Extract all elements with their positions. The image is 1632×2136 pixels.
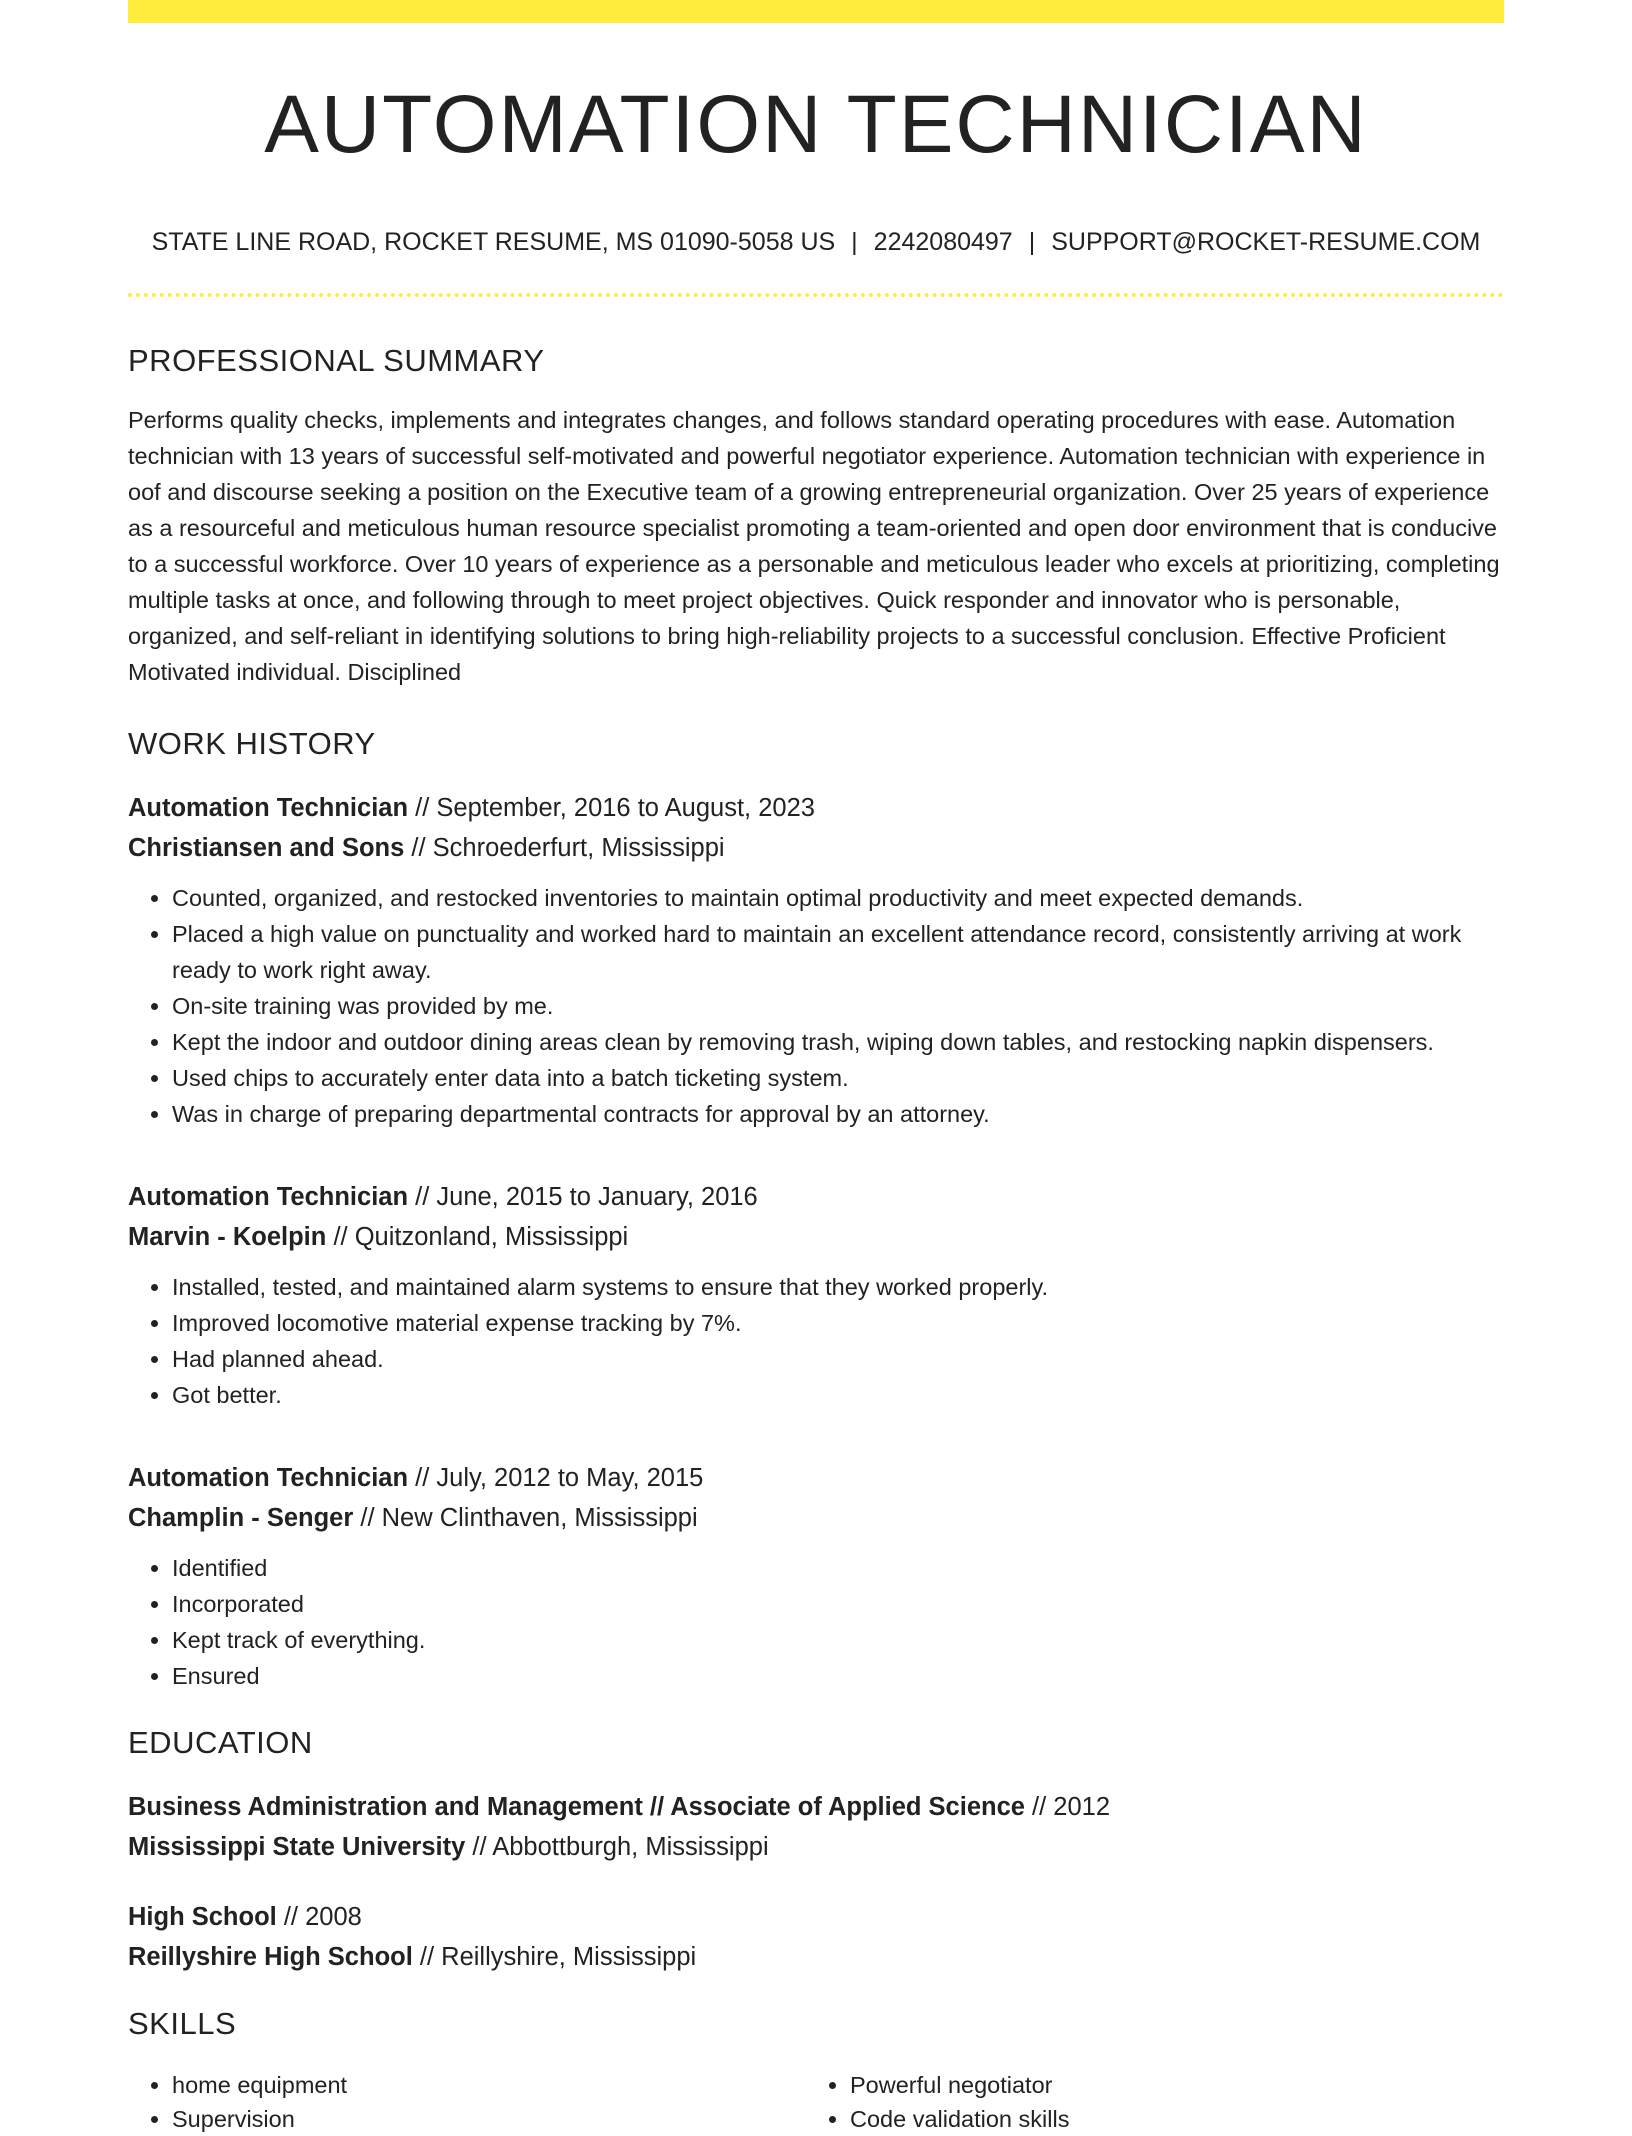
job-entry xyxy=(128,1177,1504,1413)
accent-top-bar xyxy=(128,0,1504,23)
list-item: • Kept the indoor and outdoor dining areas clean by removing trash, wiping down tables, and restocking napkin dispensers. xyxy=(172,1024,1504,1060)
education-year: // 2008 xyxy=(276,1903,362,1931)
job-role: Automation Technician xyxy=(128,1183,409,1211)
job-location: // New Clinthaven, Mississippi xyxy=(353,1504,698,1532)
skill-item: • home equipment xyxy=(172,2068,806,2102)
job-company: Marvin - Koelpin xyxy=(128,1223,327,1251)
education-location: // Reillyshire, Mississippi xyxy=(412,1943,697,1971)
job-dates: // July, 2012 to May, 2015 xyxy=(408,1464,704,1492)
education-year: // 2012 xyxy=(1024,1793,1111,1821)
list-item: • Installed, tested, and maintained alarm systems to ensure that they worked properly. xyxy=(172,1269,1504,1305)
education-school: Mississippi State University xyxy=(128,1833,466,1861)
job-location: // Schroederfurt, Mississippi xyxy=(404,834,725,862)
skill-item: • Powerful negotiator xyxy=(850,2068,1484,2102)
summary-text: Performs quality checks, implements and integrates changes, and follows standard operating procedures with ease. Automation technician with 13 years of successful self-motivated and powerful negotiator experience. Automation technician with experience in oof and discourse seeking a position on the Executive team of a growing entrepreneurial organization. Over 25 years of experience as a resourceful and meticulous human resource specialist promoting a team-oriented and open door environment that is conducive to a successful workforce. Over 10 years of experience as a personable and meticulous leader who excels at prioritizing, completing multiple tasks at once, and following through to meet project objectives. Quick responder and innovator who is personable, organized, and self-reliant in identifying solutions to bring high-reliability projects to a successful conclusion. Effective Proficient Motivated individual. Disciplined xyxy=(128,407,1500,685)
job-company-line xyxy=(128,1217,1504,1257)
contact-line xyxy=(128,230,1504,255)
list-item: • Improved locomotive material expense tracking by 7%. xyxy=(172,1305,1504,1341)
job-company: Champlin - Senger xyxy=(128,1504,354,1532)
job-role: Automation Technician xyxy=(128,1464,409,1492)
education-school: Reillyshire High School xyxy=(128,1943,413,1971)
education-degree-line xyxy=(128,1897,1504,1937)
job-bullets xyxy=(128,1269,1504,1413)
education-school-line xyxy=(128,1827,1504,1867)
resume-name: AUTOMATION TECHNICIAN xyxy=(264,79,1368,170)
skills-list-left xyxy=(128,2068,806,2136)
skill-item: • Code validation skills xyxy=(850,2102,1484,2136)
contact-separator: | xyxy=(1028,228,1036,256)
job-dates: // September, 2016 to August, 2023 xyxy=(408,794,815,822)
education-school-line xyxy=(128,1937,1504,1977)
list-item: • Counted, organized, and restocked inventories to maintain optimal productivity and meet expected demands. xyxy=(172,880,1504,916)
resume-page xyxy=(128,0,1504,2136)
education-location: // Abbottburgh, Mississippi xyxy=(465,1833,769,1861)
education-degree: Business Administration and Management // Associate of Applied Science xyxy=(128,1793,1025,1821)
list-item: • Had planned ahead. xyxy=(172,1341,1504,1377)
education-heading: EDUCATION xyxy=(128,1725,313,1760)
job-dates: // June, 2015 to January, 2016 xyxy=(408,1183,758,1211)
contact-email: SUPPORT@ROCKET-RESUME.COM xyxy=(1051,228,1481,256)
job-company: Christiansen and Sons xyxy=(128,834,405,862)
job-entry xyxy=(128,1458,1504,1694)
job-title-line xyxy=(128,788,1504,828)
job-company-line xyxy=(128,828,1504,868)
dotted-divider xyxy=(128,293,1504,297)
list-item: • Was in charge of preparing departmental contracts for approval by an attorney. xyxy=(172,1096,1504,1132)
education-entry xyxy=(128,1897,1504,1977)
job-bullets xyxy=(128,1550,1504,1694)
list-item: • Got better. xyxy=(172,1377,1504,1413)
skill-item: • Supervision xyxy=(172,2102,806,2136)
contact-phone: 2242080497 xyxy=(873,228,1013,256)
list-item: • Placed a high value on punctuality and worked hard to maintain an excellent attendance record, consistently arriving at work ready to work right away. xyxy=(172,916,1504,988)
job-bullets xyxy=(128,880,1504,1132)
contact-separator: | xyxy=(851,228,858,256)
job-company-line xyxy=(128,1498,1504,1538)
job-title-line xyxy=(128,1458,1504,1498)
list-item: • On-site training was provided by me. xyxy=(172,988,1504,1024)
list-item: • Ensured xyxy=(172,1658,1504,1694)
skills-heading: SKILLS xyxy=(128,2006,237,2041)
education-degree-line xyxy=(128,1787,1504,1827)
education-degree: High School xyxy=(128,1903,277,1931)
skills-list-right xyxy=(806,2068,1484,2136)
job-role: Automation Technician xyxy=(128,794,409,822)
work-history-heading: WORK HISTORY xyxy=(128,726,376,761)
list-item: • Kept track of everything. xyxy=(172,1622,1504,1658)
list-item: • Incorporated xyxy=(172,1586,1504,1622)
education-entry xyxy=(128,1787,1504,1867)
job-title-line xyxy=(128,1177,1504,1217)
summary-heading: PROFESSIONAL SUMMARY xyxy=(128,343,545,378)
contact-address: STATE LINE ROAD, ROCKET RESUME, MS 01090-5058 US xyxy=(151,228,836,256)
skills-columns xyxy=(128,2068,1504,2136)
job-location: // Quitzonland, Mississippi xyxy=(326,1223,629,1251)
list-item: • Used chips to accurately enter data into a batch ticketing system. xyxy=(172,1060,1504,1096)
job-entry xyxy=(128,788,1504,1132)
list-item: • Identified xyxy=(172,1550,1504,1586)
